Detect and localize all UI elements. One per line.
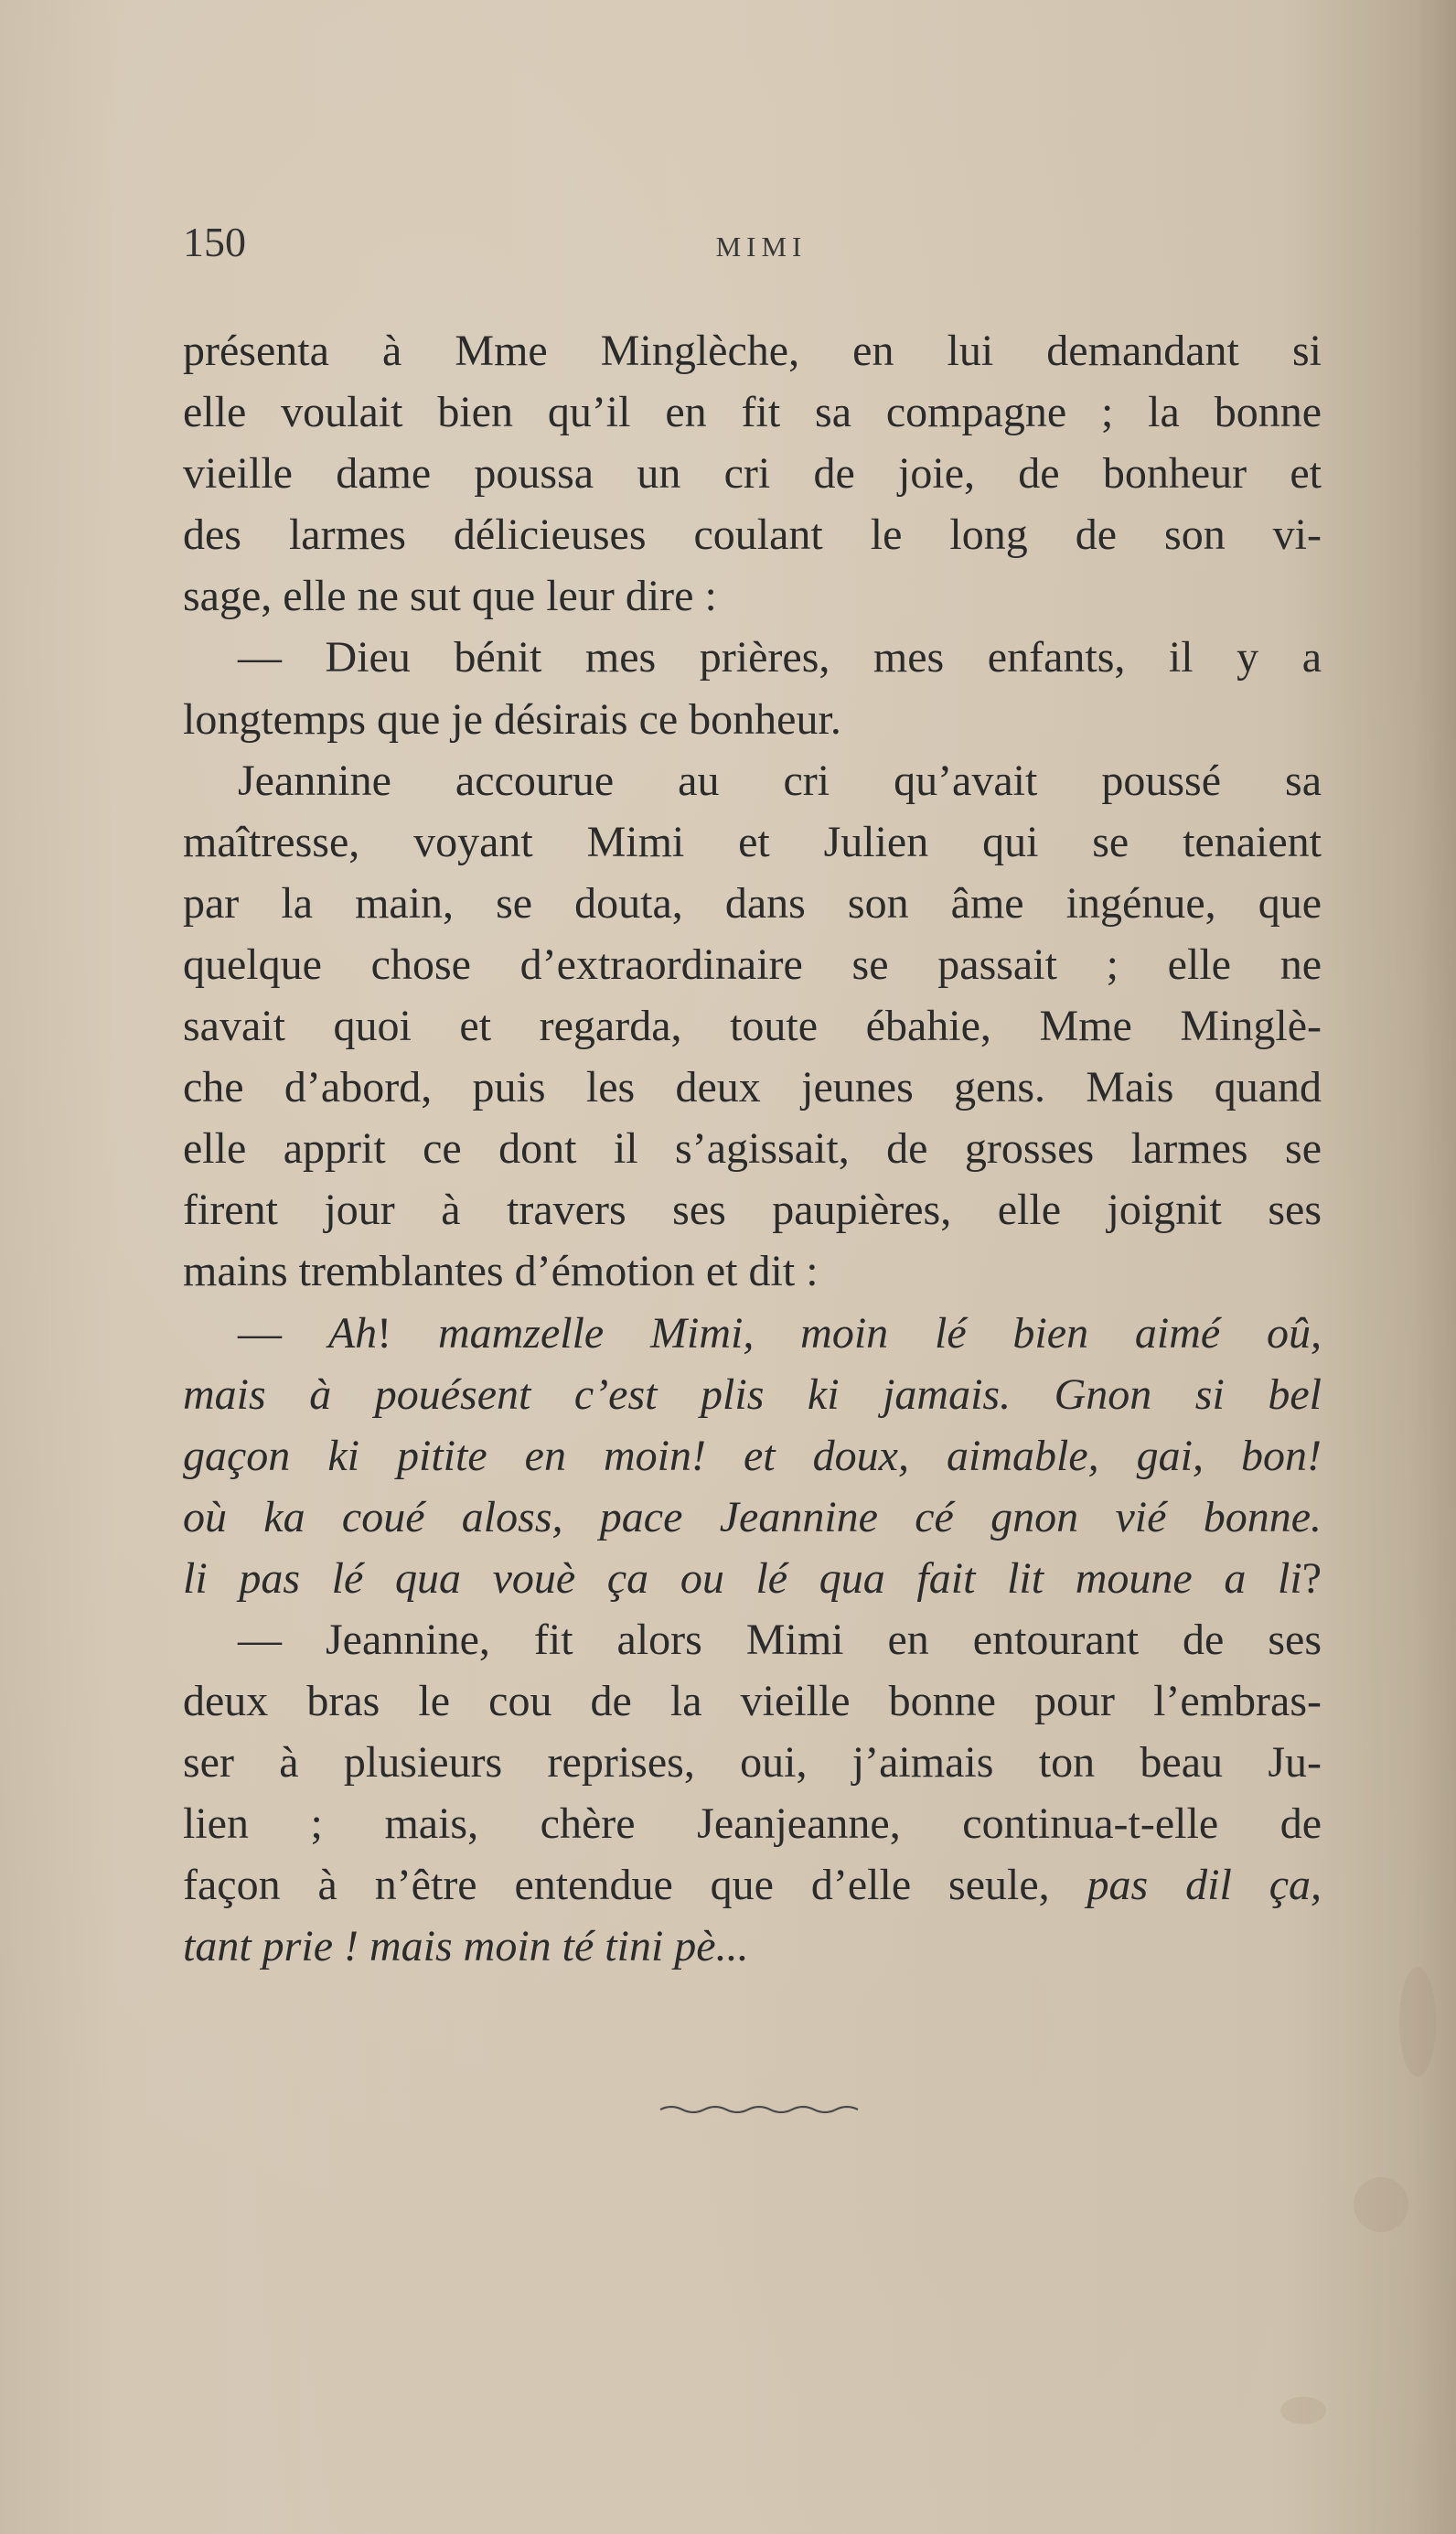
text-line	[183, 1364, 1322, 1425]
text-run: présenta à Mme Minglèche, en lui demandant si	[183, 327, 1322, 375]
text-run: —	[238, 1308, 328, 1358]
text-line	[183, 443, 1322, 504]
text-line	[183, 1240, 1322, 1302]
text-run: !	[377, 1308, 438, 1358]
text-line	[183, 811, 1322, 873]
text-run: Jeannine accourue au cri qu’avait poussé sa	[238, 756, 1322, 805]
text-line	[183, 320, 1322, 381]
text-run: quelque chose d’extraordinaire se passait ; elle ne	[183, 940, 1322, 989]
text-line	[183, 873, 1322, 934]
text-run: — Dieu bénit mes prières, mes enfants, il y a	[238, 633, 1322, 682]
text-line	[183, 1118, 1322, 1179]
italic-text: mais à pouésent c’est plis ki jamais. Gnon si bel	[183, 1369, 1322, 1419]
text-line	[183, 1609, 1322, 1670]
text-run: savait quoi et regarda, toute ébahie, Mme Minglè-	[183, 1002, 1322, 1051]
text-run: mains tremblantes d’émotion et dit :	[183, 1247, 819, 1296]
end-ornament-icon	[658, 2100, 869, 2119]
text-run: che d’abord, puis les deux jeunes gens. Mais quand	[183, 1063, 1322, 1112]
text-run: par la main, se douta, dans son âme ingénue, que	[183, 878, 1322, 928]
text-line	[183, 1303, 1322, 1364]
italic-text: li pas lé qua vouè ça ou lé qua fait lit moune a li	[183, 1553, 1302, 1603]
text-line	[183, 627, 1322, 688]
text-line	[183, 750, 1322, 811]
italic-text: gaçon ki pitite en moin! et doux, aimable, gai, bon!	[183, 1431, 1322, 1480]
page-number: 150	[183, 219, 246, 265]
text-run: façon à n’être entendue que d’elle seule,	[183, 1861, 1087, 1910]
italic-text: où ka coué aloss, pace Jeannine cé gnon vié bonne.	[183, 1492, 1322, 1541]
text-line	[183, 1732, 1322, 1793]
italic-text: pas dil ça,	[1087, 1861, 1322, 1910]
text-line	[183, 565, 1322, 627]
text-line	[183, 1179, 1322, 1240]
text-line	[183, 1548, 1322, 1609]
text-run: longtemps que je désirais ce bonheur.	[183, 694, 841, 744]
text-run: des larmes délicieuses coulant le long de son vi-	[183, 510, 1322, 560]
text-run: vieille dame poussa un cri de joie, de bonheur et	[183, 449, 1322, 499]
text-line	[183, 1854, 1322, 1916]
text-line	[183, 504, 1322, 565]
text-run: lien ; mais, chère Jeanjeanne, continua-t-elle de	[183, 1799, 1322, 1849]
text-line	[183, 1916, 1322, 1977]
text-run: — Jeannine, fit alors Mimi en entourant de ses	[238, 1615, 1322, 1664]
text-line	[183, 995, 1322, 1057]
text-line	[183, 934, 1322, 995]
text-run: maîtresse, voyant Mimi et Julien qui se tenaient	[183, 817, 1322, 866]
text-run: ser à plusieurs reprises, oui, j’aimais ton beau Ju-	[183, 1738, 1322, 1788]
text-line	[183, 1425, 1322, 1487]
text-run: elle voulait bien qu’il en fit sa compagne ; la bonne	[183, 388, 1322, 437]
text-run: firent jour à travers ses paupières, elle joignit ses	[183, 1186, 1322, 1235]
text-line	[183, 1793, 1322, 1854]
text-line	[183, 1670, 1322, 1732]
text-line	[183, 381, 1322, 443]
italic-text: mamzelle Mimi, moin lé bien aimé oû,	[437, 1308, 1322, 1358]
italic-text: Ah	[327, 1308, 378, 1358]
paper-stain	[1399, 1967, 1436, 2077]
page-header	[183, 218, 1322, 273]
running-title: MIMI	[715, 231, 808, 263]
text-line	[183, 1057, 1322, 1118]
paper-stain	[1354, 2177, 1408, 2232]
body-text	[183, 320, 1322, 1978]
paper-stain	[1280, 2397, 1326, 2424]
text-line	[183, 1487, 1322, 1548]
italic-text: tant prie ! mais moin té tini pè...	[183, 1922, 749, 1971]
text-run: deux bras le cou de la vieille bonne pour l’embras-	[183, 1677, 1322, 1726]
text-run: sage, elle ne sut que leur dire :	[183, 572, 717, 621]
text-run: elle apprit ce dont il s’agissait, de grosses larmes se	[183, 1124, 1322, 1174]
text-line	[183, 689, 1322, 750]
text-run: ?	[1301, 1553, 1322, 1603]
